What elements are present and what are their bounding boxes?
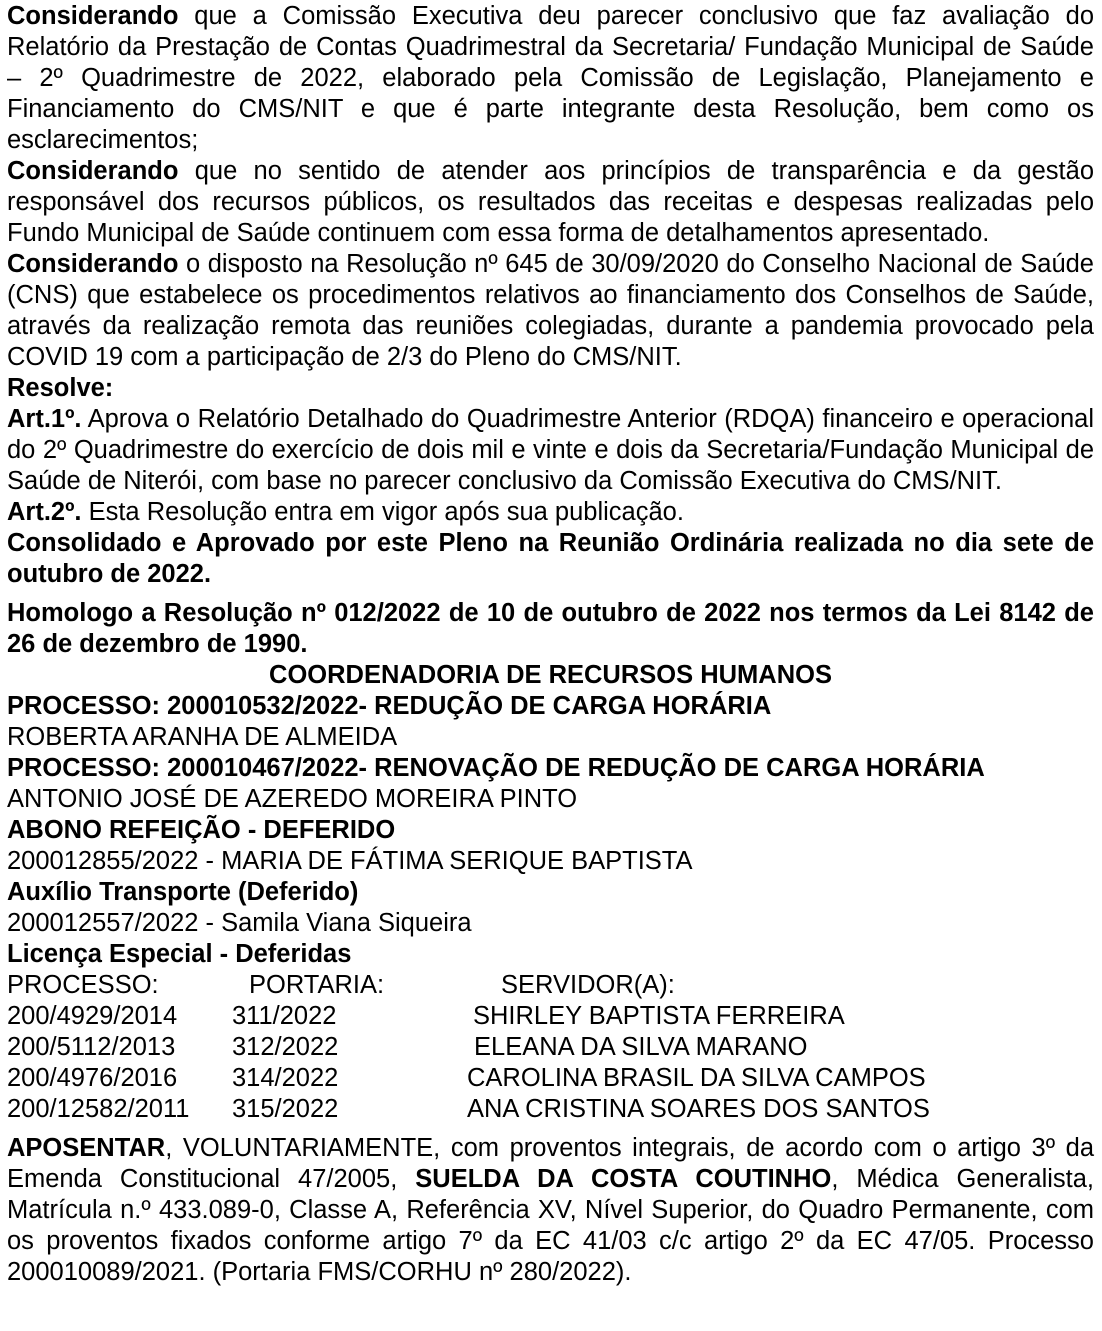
article-number: Art.1º. <box>7 405 82 433</box>
column-header: SERVIDOR(A): <box>501 971 675 999</box>
aposentar-paragraph: APOSENTAR, VOLUNTARIAMENTE, com proventos integrais, de acordo com o artigo 3º da Emenda Constitucional 47/2005, SUELDA DA COSTA COUTINHO, Médica Generalista, Matrícula n.º 433.089-0, Classe A, Referência XV, Nível Superior, do Quadro Permanente, com os proventos fixados conforme artigo 7º da EC 41/03 c/c artigo 2º da EC 47/05. Processo 200010089/2021. (Portaria FMS/CORHU nº 280/2022). <box>7 1134 1095 1286</box>
processo-heading: PROCESSO: 200010532/2022- REDUÇÃO DE CARGA HORÁRIA <box>7 692 772 720</box>
considerando-text: que no sentido de atender aos princípios de transparência e da gestão responsável dos recursos públicos, os resultados das receitas e despesas realizadas pelo Fundo Municipal de Saúde continuem com essa forma de detalhamentos apresentado. <box>7 157 1094 247</box>
resolve-heading: Resolve: <box>7 374 114 402</box>
considerando-paragraph <box>7 1 1094 156</box>
considerando-lead: Considerando <box>7 250 179 278</box>
servidor-name: ANTONIO JOSÉ DE AZEREDO MOREIRA PINTO <box>7 785 578 813</box>
rh-section-title: COORDENADORIA DE RECURSOS HUMANOS <box>269 661 832 689</box>
considerando-lead: Considerando <box>7 157 179 185</box>
table-cell: 200/4976/2016 <box>7 1064 178 1092</box>
servidor-name: SUELDA DA COSTA COUTINHO <box>415 1165 832 1193</box>
consolidado-statement: Consolidado e Aprovado por este Pleno na Reunião Ordinária realizada no dia sete de outubro de 2022. <box>7 529 1094 588</box>
considerando-paragraph <box>7 249 1094 373</box>
table-cell: 312/2022 <box>232 1033 339 1061</box>
table-cell: ANA CRISTINA SOARES DOS SANTOS <box>467 1095 930 1123</box>
considerando-text: o disposto na Resolução nº 645 de 30/09/2020 do Conselho Nacional de Saúde (CNS) que estabelece os procedimentos relativos ao financiamento dos Conselhos de Saúde, através da realização remota das reuniões colegiadas, durante a pandemia provocado pela COVID 19 com a participação de 2/3 do Pleno do CMS/NIT. <box>7 250 1094 371</box>
article-1 <box>7 404 1094 497</box>
considerando-lead: Considerando <box>7 2 179 30</box>
table-cell: 314/2022 <box>232 1064 339 1092</box>
column-header: PROCESSO: <box>7 971 159 999</box>
article-text: Aprova o Relatório Detalhado do Quadrimestre Anterior (RDQA) financeiro e operacional do 2º Quadrimestre do exercício de dois mil e vinte e dois da Secretaria/Fundação Municipal de Saúde de Niterói, com base no parecer conclusivo da Comissão Executiva do CMS/NIT. <box>7 405 1094 495</box>
abono-entry: 200012855/2022 - MARIA DE FÁTIMA SERIQUE BAPTISTA <box>7 847 693 875</box>
abono-heading: ABONO REFEIÇÃO - DEFERIDO <box>7 816 396 844</box>
table-cell: SHIRLEY BAPTISTA FERREIRA <box>473 1002 845 1030</box>
servidor-name: ROBERTA ARANHA DE ALMEIDA <box>7 723 398 751</box>
aposentar-lead: APOSENTAR <box>7 1134 166 1162</box>
column-header: PORTARIA: <box>249 971 385 999</box>
table-cell: 200/12582/2011 <box>7 1095 190 1123</box>
licenca-table <box>7 970 1094 1125</box>
auxilio-entry: 200012557/2022 - Samila Viana Siqueira <box>7 909 472 937</box>
article-2 <box>7 497 1094 528</box>
table-cell: 315/2022 <box>232 1095 339 1123</box>
article-text: Esta Resolução entra em vigor após sua publicação. <box>81 498 684 526</box>
considerando-text: que a Comissão Executiva deu parecer conclusivo que faz avaliação do Relatório da Prestação de Contas Quadrimestral da Secretaria/ Fundação Municipal de Saúde – 2º Quadrimestre de 2022, elaborado pela Comissão de Legislação, Planejamento e Financiamento do CMS/NIT e que é parte integrante desta Resolução, bem como os esclarecimentos; <box>7 2 1094 154</box>
considerando-paragraph <box>7 156 1094 249</box>
article-number: Art.2º. <box>7 498 82 526</box>
licenca-heading: Licença Especial - Deferidas <box>7 940 352 968</box>
table-cell: 200/4929/2014 <box>7 1002 178 1030</box>
table-cell: 311/2022 <box>232 1002 337 1030</box>
table-cell: ELEANA DA SILVA MARANO <box>474 1033 808 1061</box>
processo-heading: PROCESSO: 200010467/2022- RENOVAÇÃO DE REDUÇÃO DE CARGA HORÁRIA <box>7 754 985 782</box>
auxilio-heading: Auxílio Transporte (Deferido) <box>7 878 359 906</box>
table-cell: 200/5112/2013 <box>7 1033 176 1061</box>
table-cell: CAROLINA BRASIL DA SILVA CAMPOS <box>467 1064 926 1092</box>
homologo-statement: Homologo a Resolução nº 012/2022 de 10 de outubro de 2022 nos termos da Lei 8142 de 26 de dezembro de 1990. <box>7 599 1094 658</box>
